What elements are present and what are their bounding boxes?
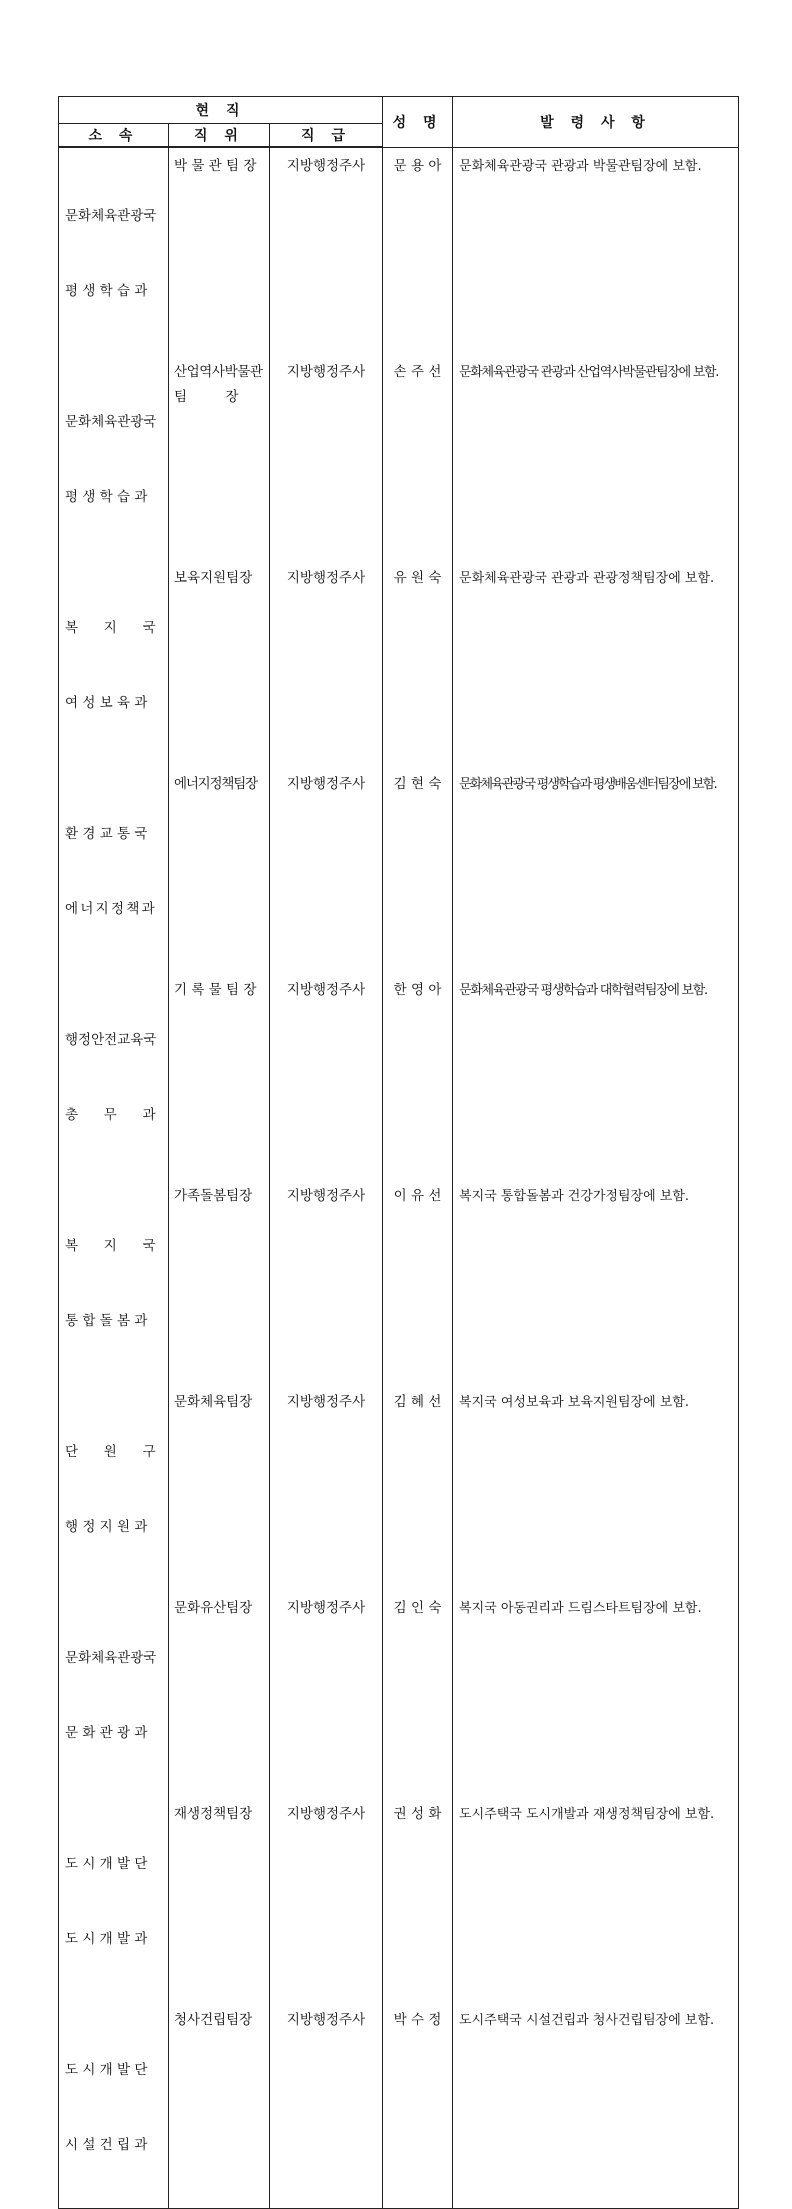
table-row (59, 1384, 739, 1590)
grade-cell: 지방행정주사 (270, 1178, 383, 1384)
action-cell: 문화체육관광국 관광과 관광정책팀장에 보함. (453, 560, 739, 766)
action-cell: 도시주택국 시설건립과 청사건립팀장에 보함. (453, 2002, 739, 2209)
table-row (59, 1178, 739, 1384)
position-line-1: 문화유산팀장 (174, 1600, 253, 1616)
table-row (59, 1590, 739, 1796)
table-header (59, 97, 739, 148)
affiliation-line-2: 도 시 개 발 과 (65, 1931, 148, 1947)
name-cell: 유 원 숙 (383, 560, 453, 766)
position-line-1: 재생정책팀장 (174, 1806, 253, 1822)
action-cell: 복지국 여성보육과 보육지원팀장에 보함. (453, 1384, 739, 1590)
header-action: 발 령 사 항 (453, 97, 739, 148)
grade-cell: 지방행정주사 (270, 972, 383, 1178)
action-cell: 문화체육관광국 평생학습과 대학협력팀장에 보함. (453, 972, 739, 1178)
grade-cell: 지방행정주사 (270, 1384, 383, 1590)
action-cell: 문화체육관광국 관광과 박물관팀장에 보함. (453, 147, 739, 354)
affiliation-cell (59, 1178, 169, 1384)
position-cell (169, 1590, 270, 1796)
affiliation-line-2: 총 무 과 (65, 1107, 156, 1123)
action-cell: 복지국 아동권리과 드림스타트팀장에 보함. (453, 1590, 739, 1796)
name-cell: 한 영 아 (383, 972, 453, 1178)
header-grade: 직 급 (270, 124, 383, 148)
position-cell (169, 766, 270, 972)
affiliation-line-1: 문화체육관광국 (65, 1650, 157, 1666)
position-cell (169, 1384, 270, 1590)
table-row (59, 147, 739, 354)
header-position: 직 위 (169, 124, 270, 148)
affiliation-cell (59, 972, 169, 1178)
action-cell: 문화체육관광국 관광과 산업역사박물관팀장에 보함. (453, 354, 739, 560)
name-cell: 문 용 아 (383, 147, 453, 354)
name-cell: 박 수 정 (383, 2002, 453, 2209)
affiliation-line-1: 행정안전교육국 (65, 1032, 157, 1048)
name-cell: 김 현 숙 (383, 766, 453, 972)
table-row (59, 1796, 739, 2002)
affiliation-line-1: 단 원 구 (65, 1444, 156, 1460)
table-body (59, 147, 739, 2209)
affiliation-line-1: 복 지 국 (65, 620, 156, 636)
grade-cell: 지방행정주사 (270, 766, 383, 972)
name-cell: 이 유 선 (383, 1178, 453, 1384)
table-row (59, 2002, 739, 2209)
affiliation-line-1: 도 시 개 발 단 (65, 1856, 148, 1872)
grade-cell: 지방행정주사 (270, 1590, 383, 1796)
name-cell: 김 인 숙 (383, 1590, 453, 1796)
action-cell: 도시주택국 도시개발과 재생정책팀장에 보함. (453, 1796, 739, 2002)
personnel-table (58, 96, 739, 2209)
affiliation-cell (59, 2002, 169, 2209)
table-row (59, 766, 739, 972)
affiliation-cell (59, 147, 169, 354)
affiliation-cell (59, 766, 169, 972)
position-cell (169, 354, 270, 560)
affiliation-line-2: 여 성 보 육 과 (65, 695, 148, 711)
grade-cell: 지방행정주사 (270, 147, 383, 354)
position-line-1: 청사건립팀장 (174, 2012, 253, 2028)
position-line-1: 기 록 물 팀 장 (174, 982, 257, 998)
position-line-1: 산업역사박물관 (174, 364, 263, 380)
name-cell: 김 혜 선 (383, 1384, 453, 1590)
affiliation-cell (59, 560, 169, 766)
affiliation-line-1: 문화체육관광국 (65, 208, 157, 224)
affiliation-line-2: 시 설 건 립 과 (65, 2137, 148, 2153)
header-affiliation: 소 속 (59, 124, 169, 148)
grade-cell: 지방행정주사 (270, 354, 383, 560)
position-line-1: 문화체육팀장 (174, 1394, 253, 1410)
grade-cell: 지방행정주사 (270, 1796, 383, 2002)
affiliation-cell (59, 1590, 169, 1796)
affiliation-line-2: 행 정 지 원 과 (65, 1519, 148, 1535)
affiliation-line-2: 통 합 돌 봄 과 (65, 1313, 148, 1329)
position-cell (169, 2002, 270, 2209)
position-line-1: 보육지원팀장 (174, 570, 253, 586)
affiliation-line-2: 평 생 학 습 과 (65, 283, 148, 299)
position-cell (169, 972, 270, 1178)
action-cell: 복지국 통합돌봄과 건강가정팀장에 보함. (453, 1178, 739, 1384)
grade-cell: 지방행정주사 (270, 560, 383, 766)
affiliation-line-2: 에 너 지 정 책 과 (65, 901, 154, 917)
affiliation-line-1: 복 지 국 (65, 1238, 156, 1254)
name-cell: 권 성 화 (383, 1796, 453, 2002)
position-cell (169, 560, 270, 766)
affiliation-cell (59, 354, 169, 560)
affiliation-line-1: 도 시 개 발 단 (65, 2062, 148, 2078)
affiliation-line-1: 환 경 교 통 국 (65, 826, 148, 842)
position-cell (169, 147, 270, 354)
name-cell: 손 주 선 (383, 354, 453, 560)
table-row (59, 972, 739, 1178)
position-line-1: 박 물 관 팀 장 (174, 158, 257, 174)
affiliation-line-2: 문 화 관 광 과 (65, 1725, 148, 1741)
grade-cell: 지방행정주사 (270, 2002, 383, 2209)
affiliation-cell (59, 1384, 169, 1590)
position-cell (169, 1796, 270, 2002)
header-current-position: 현 직 (59, 97, 383, 124)
position-line-1: 가족돌봄팀장 (174, 1188, 253, 1204)
header-name: 성 명 (383, 97, 453, 148)
affiliation-line-2: 평 생 학 습 과 (65, 489, 148, 505)
position-line-1: 에너지정책팀장 (174, 776, 257, 792)
table-row (59, 560, 739, 766)
action-cell: 문화체육관광국 평생학습과 평생배움센터팀장에 보함. (453, 766, 739, 972)
position-line-2: 팀 장 (174, 389, 239, 405)
position-cell (169, 1178, 270, 1384)
table-row (59, 354, 739, 560)
affiliation-line-1: 문화체육관광국 (65, 414, 157, 430)
affiliation-cell (59, 1796, 169, 2002)
